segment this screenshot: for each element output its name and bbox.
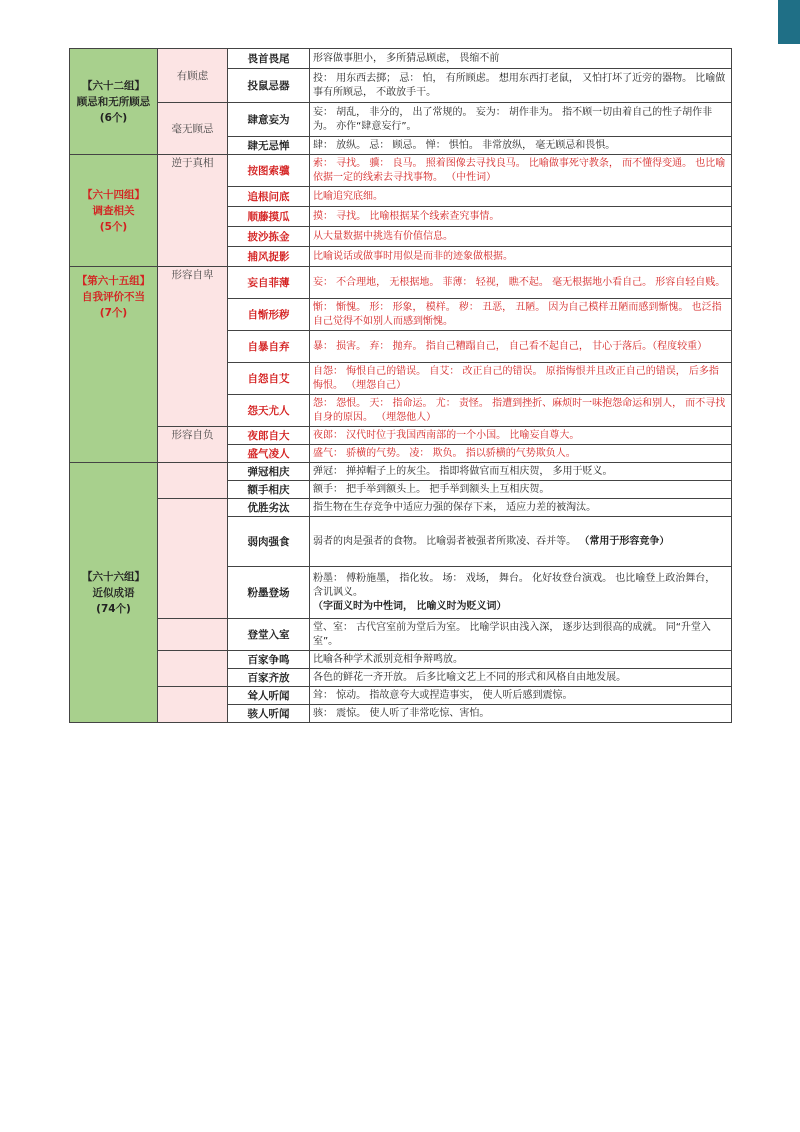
table-row: [70, 651, 732, 669]
group-subtitle: 调查相关: [92, 204, 135, 217]
definition-cell: 形容做事胆小， 多所猜忌顾虑， 畏缩不前: [310, 49, 732, 69]
idiom-cell: 百家争鸣: [228, 651, 310, 669]
idiom-cell: 投鼠忌器: [228, 69, 310, 103]
idiom-cell: 粉墨登场: [228, 567, 310, 619]
definition-cell: 暴： 损害。 弃： 抛弃。 指自己糟蹋自己， 自己看不起自己， 甘心于落后。（程度较重）: [310, 331, 732, 363]
definition-cell: 摸： 寻找。 比喻根据某个线索查究事情。: [310, 207, 732, 227]
table-row: [70, 619, 732, 651]
table-row: [70, 103, 732, 137]
table-row: [70, 267, 732, 299]
definition-cell: 指生物在生存竞争中适应力强的保存下来， 适应力差的被淘汰。: [310, 499, 732, 517]
table-row: [70, 49, 732, 69]
table-row: [70, 687, 732, 705]
definition-cell: 妄： 不合理地， 无根据地。 菲薄： 轻视， 瞧不起。 毫无根据地小看自己。 形容自轻自贱。: [310, 267, 732, 299]
definition-cell: 各色的鲜花一齐开放。 后多比喻文艺上不同的形式和风格自由地发展。: [310, 669, 732, 687]
idiom-cell: 妄自菲薄: [228, 267, 310, 299]
idiom-cell: 优胜劣汰: [228, 499, 310, 517]
idiom-cell: 登堂入室: [228, 619, 310, 651]
table-row: [70, 427, 732, 445]
idiom-cell: 按图索骥: [228, 155, 310, 187]
sub-category: 形容自负: [158, 427, 228, 463]
table-row: [70, 499, 732, 517]
definition-cell: 索： 寻找。 骥： 良马。 照着图像去寻找良马。 比喻做事死守教条， 而不懂得变通。 也比喻依据一定的线索去寻找事物。 （中性词）: [310, 155, 732, 187]
definition-cell: 投： 用东西去掷； 忌： 怕， 有所顾虑。 想用东西打老鼠， 又怕打坏了近旁的器物。 比喻做事有所顾忌， 不敢放手干。: [310, 69, 732, 103]
group-64-cell: [70, 155, 158, 267]
sub-category: 毫无顾忌: [158, 103, 228, 155]
definition-text: 弱者的肉是强者的食物。 比喻弱者被强者所欺凌、吞并等。: [313, 535, 577, 547]
idiom-cell: 耸人听闻: [228, 687, 310, 705]
idiom-cell: 弱肉强食: [228, 517, 310, 567]
idiom-cell: 弹冠相庆: [228, 463, 310, 481]
idiom-cell: 盛气凌人: [228, 445, 310, 463]
sub-category-empty: [158, 651, 228, 687]
definition-cell: 盛气： 骄横的气势。 凌： 欺负。 指以骄横的气势欺负人。: [310, 445, 732, 463]
group-count: (6个): [99, 111, 128, 124]
table-row: [70, 155, 732, 187]
group-66-cell: [70, 463, 158, 723]
definition-cell: 妄： 胡乱， 非分的， 出了常规的。 妄为： 胡作非为。 指不顾一切由着自己的性子胡作非为。 亦作“肆意妄行”。: [310, 103, 732, 137]
idiom-cell: 百家齐放: [228, 669, 310, 687]
definition-cell: 耸： 惊动。 指故意夸大或捏造事实， 使人听后感到震惊。: [310, 687, 732, 705]
table-row: [70, 463, 732, 481]
sub-category: 形容自卑: [158, 267, 228, 427]
group-subtitle: 近似成语: [92, 586, 135, 599]
group-count: (74个): [96, 602, 131, 615]
definition-note: （字面义时为中性词， 比喻义时为贬义词）: [313, 600, 507, 612]
definition-cell: 夜郎： 汉代时位于我国西南部的一个小国。 比喻妄自尊大。: [310, 427, 732, 445]
idiom-cell: 肆意妄为: [228, 103, 310, 137]
group-65-cell: [70, 267, 158, 463]
sub-category: 逆于真相: [158, 155, 228, 267]
definition-cell: [310, 567, 732, 619]
definition-cell: 肆： 放纵。 忌： 顾忌。 惮： 惧怕。 非常放纵， 毫无顾忌和畏惧。: [310, 137, 732, 155]
definition-cell: 堂、室： 古代宫室前为堂后为室。 比喻学识由浅入深， 逐步达到很高的成就。 同“升堂入室”。: [310, 619, 732, 651]
idiom-cell: 捕风捉影: [228, 247, 310, 267]
sub-category-empty: [158, 619, 228, 651]
definition-cell: [310, 517, 732, 567]
group-subtitle: 自我评价不当: [82, 291, 145, 303]
group-count: (5个): [99, 220, 128, 233]
idiom-cell: 怨天尤人: [228, 395, 310, 427]
idiom-table: [69, 48, 732, 723]
definition-note: （常用于形容竞争）: [579, 535, 670, 547]
definition-cell: 自怨： 悔恨自己的错误。 自艾： 改正自己的错误。 原指悔恨并且改正自己的错误， 后多指悔恨。 （埋怨自己）: [310, 363, 732, 395]
idiom-cell: 披沙拣金: [228, 227, 310, 247]
idiom-cell: 自惭形秽: [228, 299, 310, 331]
definition-cell: 额手： 把手举到额头上。 把手举到额头上互相庆贺。: [310, 481, 732, 499]
definition-cell: 弹冠： 掸掉帽子上的灰尘。 指即将做官而互相庆贺， 多用于贬义。: [310, 463, 732, 481]
sub-category-empty: [158, 463, 228, 499]
group-62-cell: [70, 49, 158, 155]
sub-category-empty: [158, 499, 228, 619]
definition-cell: 比喻说话或做事时用似是而非的迹象做根据。: [310, 247, 732, 267]
group-title: 【六十六组】: [82, 570, 145, 583]
definition-cell: 惭： 惭愧。 形： 形象， 模样。 秽： 丑恶， 丑陋。 因为自己模样丑陋而感到惭愧。 也泛指自己觉得不如别人而感到惭愧。: [310, 299, 732, 331]
definition-cell: 从大量数据中挑选有价值信息。: [310, 227, 732, 247]
group-subtitle: 顾忌和无所顾忌: [76, 95, 151, 108]
idiom-cell: 骇人听闻: [228, 705, 310, 723]
group-count: (7个): [99, 307, 128, 319]
idiom-cell: 自暴自弃: [228, 331, 310, 363]
idiom-cell: 夜郎自大: [228, 427, 310, 445]
group-title: 【六十二组】: [82, 79, 145, 92]
definition-cell: 骇： 震惊。 使人听了非常吃惊、害怕。: [310, 705, 732, 723]
group-title: 【六十四组】: [82, 188, 145, 201]
idiom-cell: 额手相庆: [228, 481, 310, 499]
definition-text: 粉墨： 傅粉施墨， 指化妆。 场： 戏场， 舞台。 化好妆登台演戏。 也比喻登上政治舞台， 含讥讽义。: [313, 572, 716, 598]
definition-cell: 比喻追究底细。: [310, 187, 732, 207]
sub-category: 有顾虑: [158, 49, 228, 103]
idiom-cell: 肆无忌惮: [228, 137, 310, 155]
page-tab-marker: [778, 0, 800, 44]
idiom-cell: 自怨自艾: [228, 363, 310, 395]
idiom-cell: 畏首畏尾: [228, 49, 310, 69]
idiom-cell: 追根问底: [228, 187, 310, 207]
sub-category-empty: [158, 687, 228, 723]
idiom-cell: 顺藤摸瓜: [228, 207, 310, 227]
definition-cell: 比喻各种学术派别竞相争辩鸣放。: [310, 651, 732, 669]
group-title: 【第六十五组】: [76, 275, 151, 287]
definition-cell: 怨： 怨恨。 天： 指命运。 尤： 责怪。 指遭到挫折、麻烦时一味抱怨命运和别人， 而不寻找自身的原因。 （埋怨他人）: [310, 395, 732, 427]
